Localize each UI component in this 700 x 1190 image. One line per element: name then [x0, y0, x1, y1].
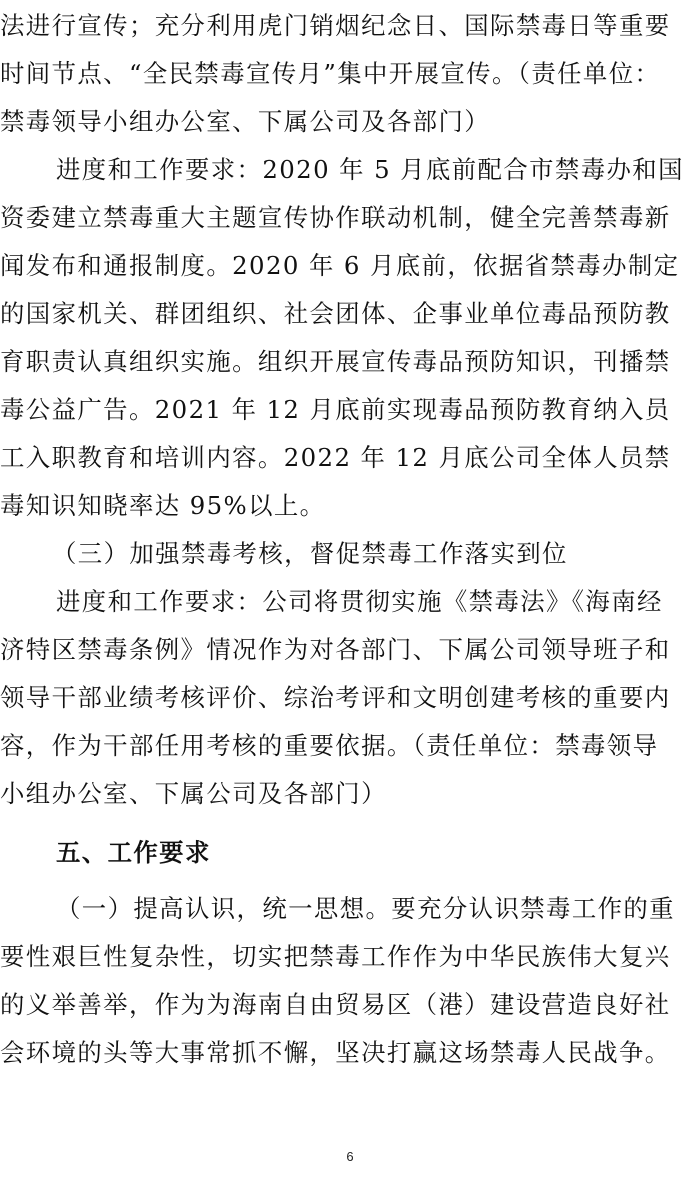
body-text-line: 法进行宣传；充分利用虎门销烟纪念日、国际禁毒日等重要	[0, 11, 671, 40]
body-text-line: 毒知识知晓率达 95%以上。	[0, 491, 326, 520]
body-text-line: 容，作为干部任用考核的重要依据。（责任单位：禁毒领导	[0, 731, 659, 760]
body-text-line: 毒公益广告。2021 年 12 月底前实现毒品预防教育纳入员	[0, 395, 671, 424]
body-text-line: 进度和工作要求：2020 年 5 月底前配合市禁毒办和国	[56, 155, 684, 184]
body-text-line: 要性艰巨性复杂性，切实把禁毒工作作为中华民族伟大复兴	[0, 942, 671, 971]
body-text-line: 育职责认真组织实施。组织开展宣传毒品预防知识，刊播禁	[0, 347, 671, 376]
body-text-line: 禁毒领导小组办公室、下属公司及各部门）	[0, 107, 491, 136]
body-text-line: 资委建立禁毒重大主题宣传协作联动机制，健全完善禁毒新	[0, 203, 671, 232]
section-heading: 五、工作要求	[56, 838, 211, 867]
section-subheading: （三）加强禁毒考核，督促禁毒工作落实到位	[52, 539, 568, 568]
page-number: 6	[346, 1149, 354, 1164]
body-text-line: 时间节点、“全民禁毒宣传月”集中开展宣传。（责任单位：	[0, 59, 661, 88]
body-text-line: 的国家机关、群团组织、社会团体、企事业单位毒品预防教	[0, 299, 671, 328]
body-text-line: 小组办公室、下属公司及各部门）	[0, 779, 387, 808]
body-text-line: 闻发布和通报制度。2020 年 6 月底前，依据省禁毒办制定	[0, 251, 680, 280]
body-text-line: 的义举善举，作为为海南自由贸易区（港）建设营造良好社	[0, 990, 671, 1019]
body-text-line: 济特区禁毒条例》情况作为对各部门、下属公司领导班子和	[0, 635, 671, 664]
body-text-line: 工入职教育和培训内容。2022 年 12 月底公司全体人员禁	[0, 443, 671, 472]
body-text-line: 领导干部业绩考核评价、综治考评和文明创建考核的重要内	[0, 683, 671, 712]
body-text-line: （一）提高认识，统一思想。要充分认识禁毒工作的重	[56, 894, 675, 923]
body-text-line: 会环境的头等大事常抓不懈，坚决打赢这场禁毒人民战争。	[0, 1038, 671, 1067]
body-text-line: 进度和工作要求：公司将贯彻实施《禁毒法》《海南经	[56, 587, 663, 616]
